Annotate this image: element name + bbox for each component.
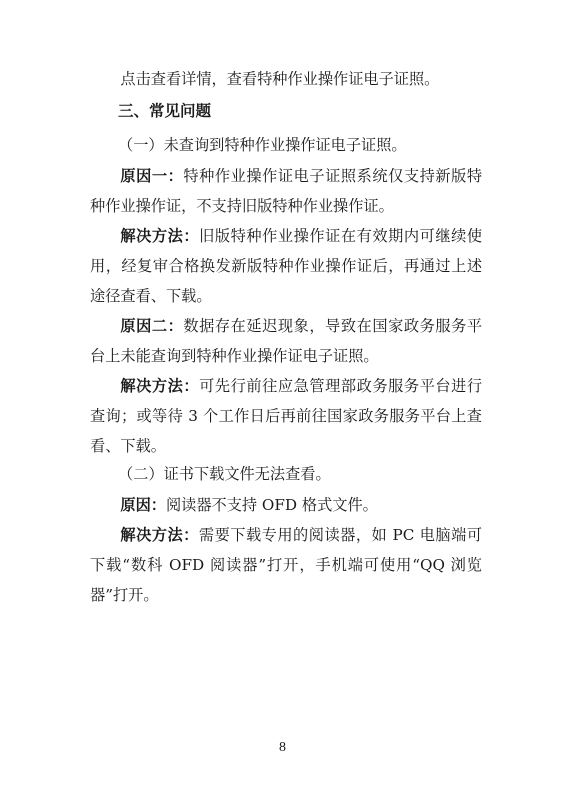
reason2-text: 数据存在延迟现象，导致在国家政务服务平台上未能查询到特种作业操作证电子证照。 <box>90 317 483 365</box>
question1-solution1 <box>90 221 482 311</box>
question1-reason2 <box>90 311 482 371</box>
solution1-label: 解决方法： <box>120 227 200 245</box>
question2-reason <box>90 490 482 520</box>
intro-text: 点击查看详情，查看特种作业操作证电子证照。 <box>120 70 440 88</box>
question1-title: （一）未查询到特种作业操作证电子证照。 <box>118 136 407 154</box>
solution-text: 需要下载专用的阅读器，如 PC 电脑端可下载“数科 OFD 阅读器”打开，手机端可使用“QQ 浏览器”打开。 <box>90 526 483 604</box>
solution2-label: 解决方法： <box>120 377 200 395</box>
question2-title: （二）证书下载文件无法查看。 <box>118 465 331 483</box>
solution1-text: 旧版特种作业操作证在有效期内可继续使用，经复审合格换发新版特种作业操作证后，再通过上述途径查看、下载。 <box>90 227 483 305</box>
reason1-label: 原因一： <box>120 167 184 185</box>
solution2-text: 可先行前往应急管理部政务服务平台进行查询；或等待 3 个工作日后再前往国家政务服务平台上查看、下载。 <box>90 377 483 455</box>
reason2-label: 原因二： <box>120 317 184 335</box>
question1-solution2 <box>90 371 482 461</box>
section-title: 三、常见问题 <box>118 102 212 120</box>
reason-text: 阅读器不支持 OFD 格式文件。 <box>165 496 378 514</box>
reason1-text: 特种作业操作证电子证照系统仅支持新版特种作业操作证，不支持旧版特种作业操作证。 <box>90 167 483 215</box>
solution-label: 解决方法： <box>120 526 199 544</box>
intro-paragraph <box>90 64 482 94</box>
question1-reason1 <box>90 161 482 221</box>
question2-solution <box>90 520 482 610</box>
reason-label: 原因： <box>120 496 166 514</box>
page-number: 8 <box>279 740 286 755</box>
